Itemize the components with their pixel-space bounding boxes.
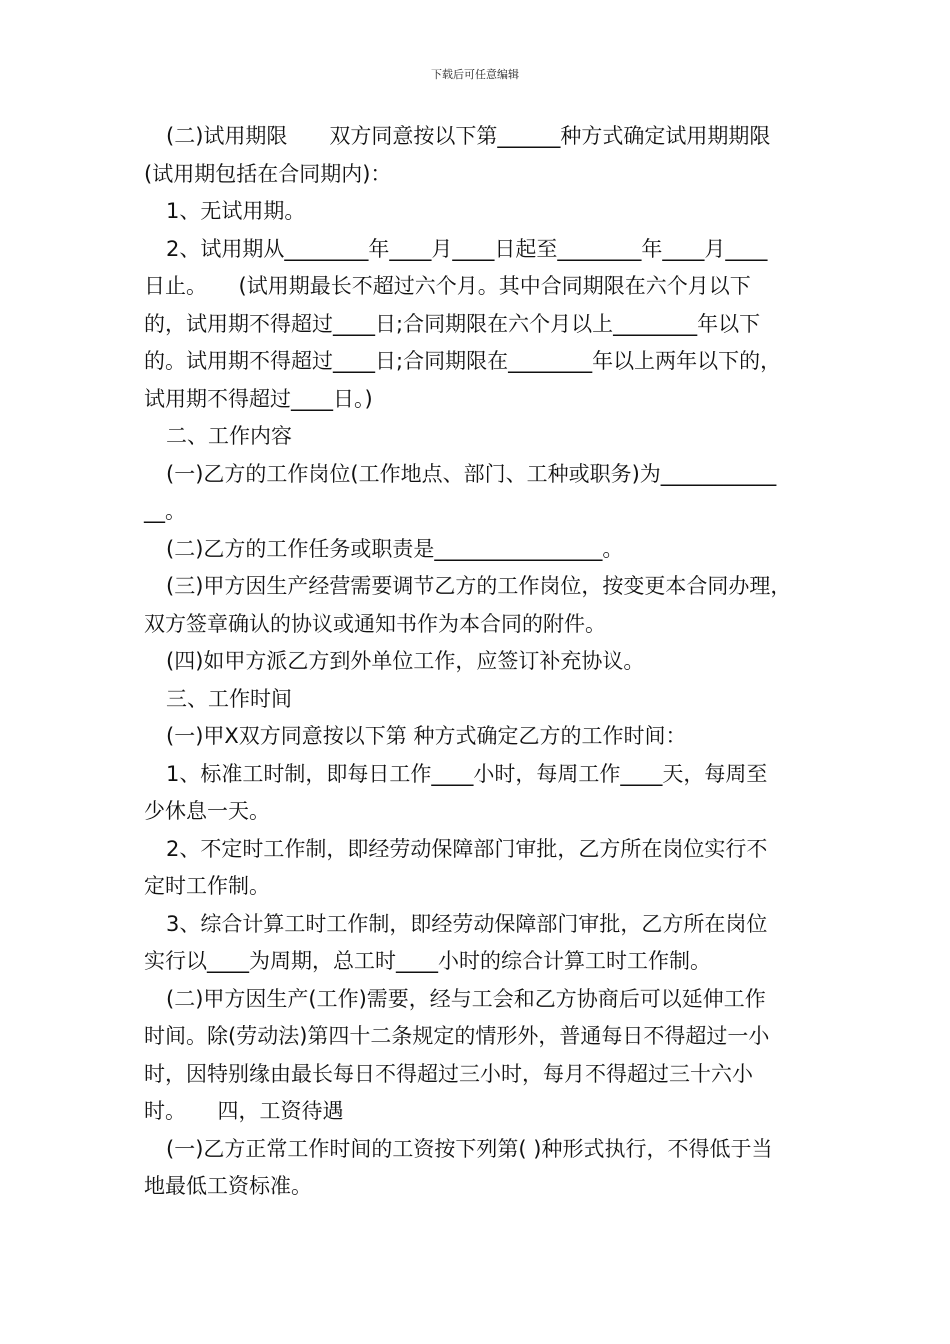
paragraph-line: (一)乙方的工作岗位(工作地点、部门、工种或职务)为___________ — [166, 461, 777, 486]
paragraph-line: (二)试用期限 双方同意按以下第______种方式确定试用期期限 — [166, 124, 771, 148]
paragraph-line: 地最低工资标准。 — [144, 1174, 312, 1198]
paragraph-line: (试用期包括在合同期内)： — [144, 161, 392, 186]
paragraph-line: (三)甲方因生产经营需要调节乙方的工作岗位，按变更本合同办理， — [166, 574, 792, 598]
paragraph-line: 实行以____为周期，总工时____小时的综合计算工时工作制。 — [144, 949, 711, 973]
paragraph-line: 1、无试用期。 — [166, 199, 306, 223]
document-body — [144, 118, 814, 1206]
paragraph-line: 2、不定时工作制，即经劳动保障部门审批，乙方所在岗位实行不 — [166, 836, 768, 861]
section-heading: 二、工作内容 — [166, 424, 292, 448]
page-header: 下载后可任意编辑 — [431, 68, 519, 81]
section-heading: 三、工作时间 — [166, 686, 292, 711]
paragraph-line: (四)如甲方派乙方到外单位工作，应签订补充协议。 — [166, 649, 645, 673]
paragraph-line: (一)甲X双方同意按以下第 种方式确定乙方的工作时间： — [166, 724, 687, 748]
paragraph-line: 双方签章确认的协议或通知书作为本合同的附件。 — [144, 611, 606, 636]
paragraph-line: 试用期不得超过____日。) — [144, 386, 373, 411]
paragraph-line: 3、综合计算工时工作制，即经劳动保障部门审批，乙方所在岗位 — [166, 911, 768, 936]
paragraph-line: 时间。除(劳动法)第四十二条规定的情形外，普通每日不得超过一小 — [144, 1024, 770, 1048]
paragraph-line: __。 — [144, 499, 186, 523]
paragraph-line: 时，因特别缘由最长每日不得超过三小时，每月不得超过三十六小 — [144, 1061, 753, 1086]
paragraph-line: 2、试用期从________年____月____日起至________年____月____ — [166, 236, 768, 261]
paragraph-line: (二)甲方因生产(工作)需要，经与工会和乙方协商后可以延伸工作 — [166, 986, 766, 1011]
paragraph-line: 时。 四，工资待遇 — [144, 1099, 344, 1123]
paragraph-line: (一)乙方正常工作时间的工资按下列第( )种形式执行，不得低于当 — [166, 1136, 773, 1161]
paragraph-line: 的。试用期不得超过____日;合同期限在________年以上两年以下的， — [144, 349, 782, 373]
paragraph-line: 定时工作制。 — [144, 874, 270, 898]
paragraph-line: 日止。 (试用期最长不超过六个月。其中合同期限在六个月以下 — [144, 274, 751, 298]
paragraph-line: (二)乙方的工作任务或职责是________________。 — [166, 536, 624, 561]
paragraph-line: 少休息一天。 — [144, 799, 270, 823]
paragraph-line: 的，试用期不得超过____日;合同期限在六个月以上________年以下 — [144, 311, 761, 336]
paragraph-line: 1、标准工时制，即每日工作____小时，每周工作____天，每周至 — [166, 761, 768, 786]
